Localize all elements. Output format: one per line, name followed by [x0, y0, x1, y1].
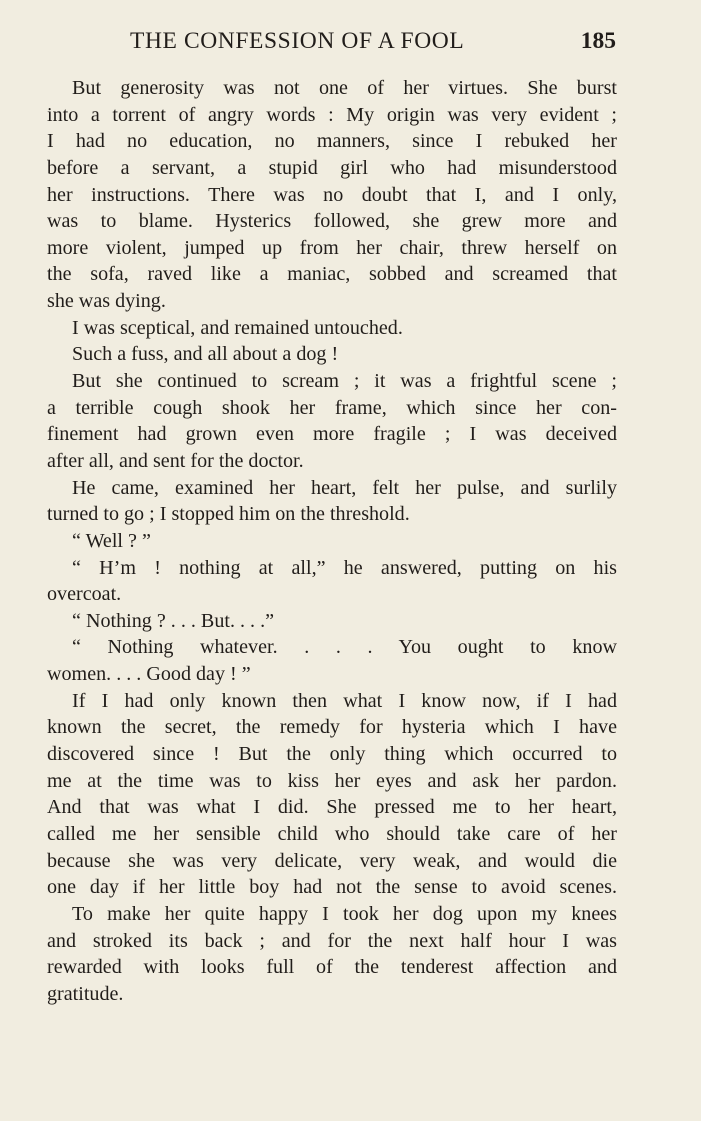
text-line: Such a fuss, and all about a dog !: [72, 343, 339, 366]
text-line: finement had grown even more fragile ; I was deceived: [47, 423, 617, 446]
text-line: the sofa, raved like a maniac, sobbed and screamed that: [47, 263, 617, 286]
text-line: And that was what I did. She pressed me to her heart,: [47, 796, 617, 819]
text-line: “ Nothing whatever. . . . You ought to know: [72, 636, 617, 659]
running-title: THE CONFESSION OF A FOOL: [130, 28, 465, 54]
page-number: 185: [580, 28, 616, 54]
text-line: If I had only known then what I know now, if I had: [72, 689, 617, 712]
text-line: and stroked its back ; and for the next half hour I was: [47, 929, 617, 952]
text-line: “ Well ? ”: [72, 529, 151, 552]
text-line: before a servant, a stupid girl who had misunderstood: [47, 156, 617, 179]
text-line: was to blame. Hysterics followed, she grew more and: [47, 210, 617, 233]
text-line: “ H’m ! nothing at all,” he answered, putting on his: [72, 556, 617, 579]
text-line: known the secret, the remedy for hysteria which I have: [47, 716, 617, 739]
text-line: But she continued to scream ; it was a frightful scene ;: [72, 370, 617, 393]
text-line: He came, examined her heart, felt her pulse, and surlily: [72, 476, 617, 499]
text-line: because she was very delicate, very weak, and would die: [47, 849, 617, 872]
text-line: discovered since ! But the only thing which occurred to: [47, 743, 617, 766]
text-line: turned to go ; I stopped him on the threshold.: [47, 503, 410, 526]
text-line: overcoat.: [47, 583, 122, 606]
text-line: But generosity was not one of her virtues. She burst: [72, 77, 617, 99]
text-line: I had no education, no manners, since I rebuked her: [47, 130, 617, 153]
text-line: more violent, jumped up from her chair, threw herself on: [47, 236, 617, 259]
text-line: she was dying.: [47, 290, 166, 313]
text-line: a terrible cough shook her frame, which since her con-: [47, 396, 617, 419]
body-text: [47, 75, 617, 1007]
text-line: into a torrent of angry words : My origin was very evident ;: [47, 103, 617, 126]
text-line: her instructions. There was no doubt that I, and I only,: [47, 183, 617, 206]
text-line: gratitude.: [47, 982, 124, 1005]
text-line: one day if her little boy had not the sense to avoid scenes.: [47, 876, 617, 899]
text-line: called me her sensible child who should take care of her: [47, 822, 617, 845]
running-head: [130, 28, 616, 62]
text-line: I was sceptical, and remained untouched.: [72, 316, 403, 339]
text-line: rewarded with looks full of the tenderest affection and: [47, 956, 617, 979]
text-line: after all, and sent for the doctor.: [47, 449, 304, 472]
text-line: women. . . . Good day ! ”: [47, 663, 251, 686]
text-line: me at the time was to kiss her eyes and ask her pardon.: [47, 769, 617, 792]
text-line: To make her quite happy I took her dog upon my knees: [72, 902, 617, 925]
text-line: “ Nothing ? . . . But. . . .”: [72, 609, 275, 632]
